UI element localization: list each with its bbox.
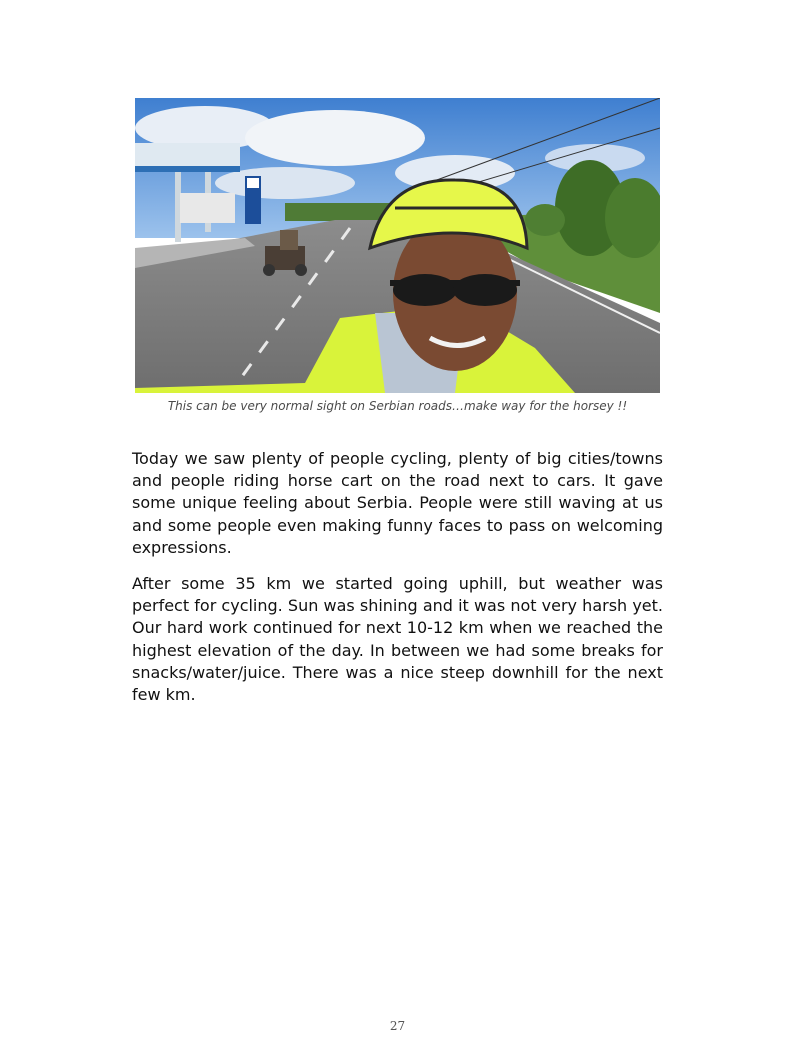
selfie-photo	[135, 98, 660, 393]
body-paragraph: Today we saw plenty of people cycling, plenty of big cities/towns and people riding horse cart on the road next to cars. It gave some unique feeling about Serbia. People were still waving at us and some people even making funny faces to pass on welcoming expressions.	[132, 449, 663, 557]
page-number: 27	[389, 1019, 406, 1033]
photo-caption: This can be very normal sight on Serbian roads…make way for the horsey !!	[167, 399, 628, 413]
body-paragraph: After some 35 km we started going uphill, but weather was perfect for cycling. Sun was shining and it was not very harsh yet. Our hard work continued for next 10-12 km when we reached the highest elevation of the day. In between we had some breaks for snacks/water/juice. There was a nice steep downhill for the next few km.	[132, 574, 663, 705]
